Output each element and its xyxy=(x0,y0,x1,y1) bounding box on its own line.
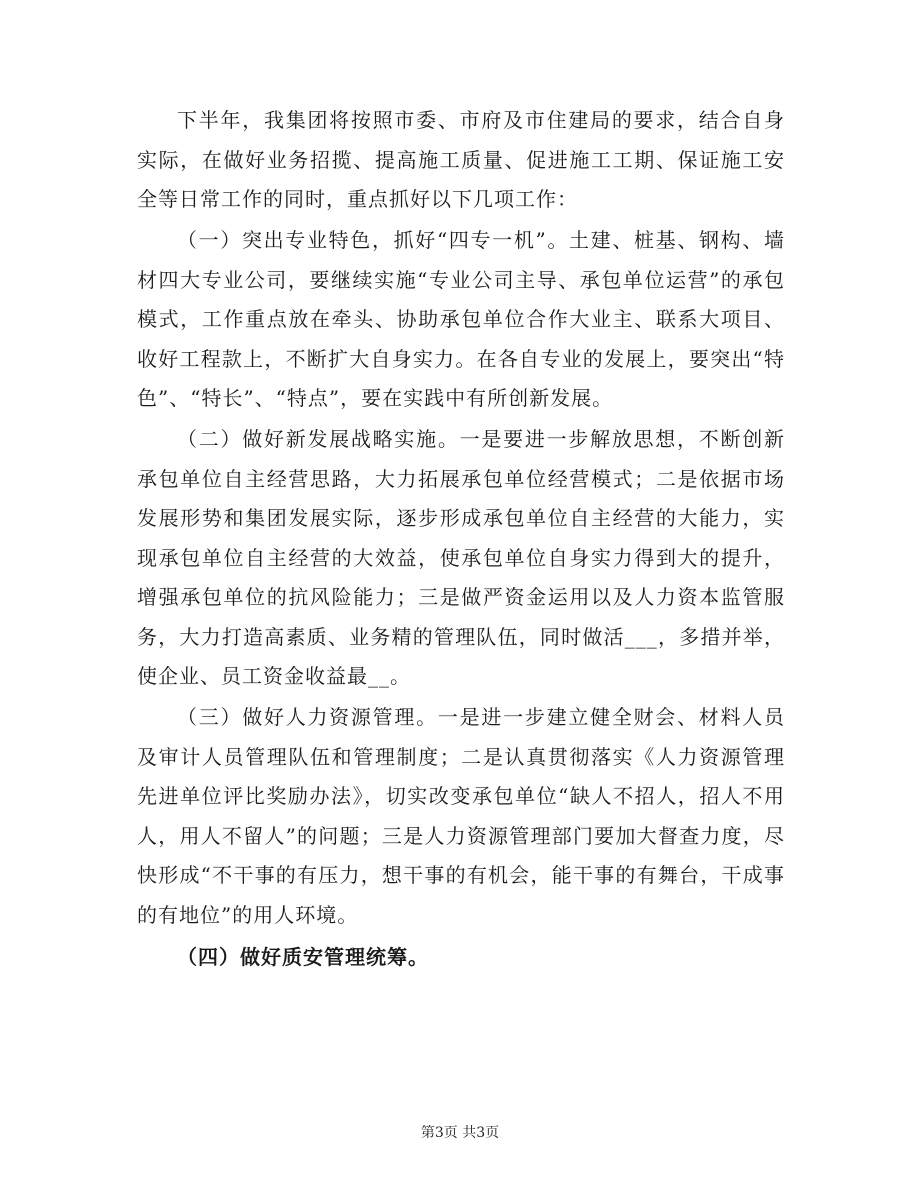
paragraph-section-2: （二）做好新发展战略实施。一是要进一步解放思想，不断创新承包单位自主经营思路，大力拓展承包单位经营模式；二是依据市场发展形势和集团发展实际，逐步形成承包单位自主经营的大能力，实现承包单位自主经营的大效益，使承包单位自身实力得到大的提升，增强承包单位的抗风险能力；三是做严资金运用以及人力资本监管服务，大力打造高素质、业务精的管理队伍，同时做活___，多措并举，使企业、员工资金收益最__。 xyxy=(137,427,785,688)
document-body xyxy=(137,101,785,979)
paragraph-intro: 下半年，我集团将按照市委、市府及市住建局的要求，结合自身实际，在做好业务招揽、提高施工质量、促进施工工期、保证施工安全等日常工作的同时，重点抓好以下几项工作： xyxy=(137,108,785,211)
paragraph-section-1: （一）突出专业特色，抓好“四专一机”。土建、桩基、钢构、墙材四大专业公司，要继续实施“专业公司主导、承包单位运营”的承包模式，工作重点放在牵头、协助承包单位合作大业主、联系大项目、收好工程款上，不断扩大自身实力。在各自专业的发展上，要突出“特色”、“特长”、“特点”，要在实践中有所创新发展。 xyxy=(137,228,785,410)
paragraph-section-3: （三）做好人力资源管理。一是进一步建立健全财会、材料人员及审计人员管理队伍和管理制度；二是认真贯彻落实《人力资源管理先进单位评比奖励办法》，切实改变承包单位“缺人不招人，招人不用人，用人不留人”的问题；三是人力资源管理部门要加大督查力度，尽快形成“不干事的有压力，想干事的有机会，能干事的有舞台，干成事的有地位”的用人环境。 xyxy=(137,705,785,927)
section-4-heading: （四）做好质安管理统筹。 xyxy=(177,945,429,969)
page-number-footer: 第3页 共3页 xyxy=(420,1125,500,1141)
